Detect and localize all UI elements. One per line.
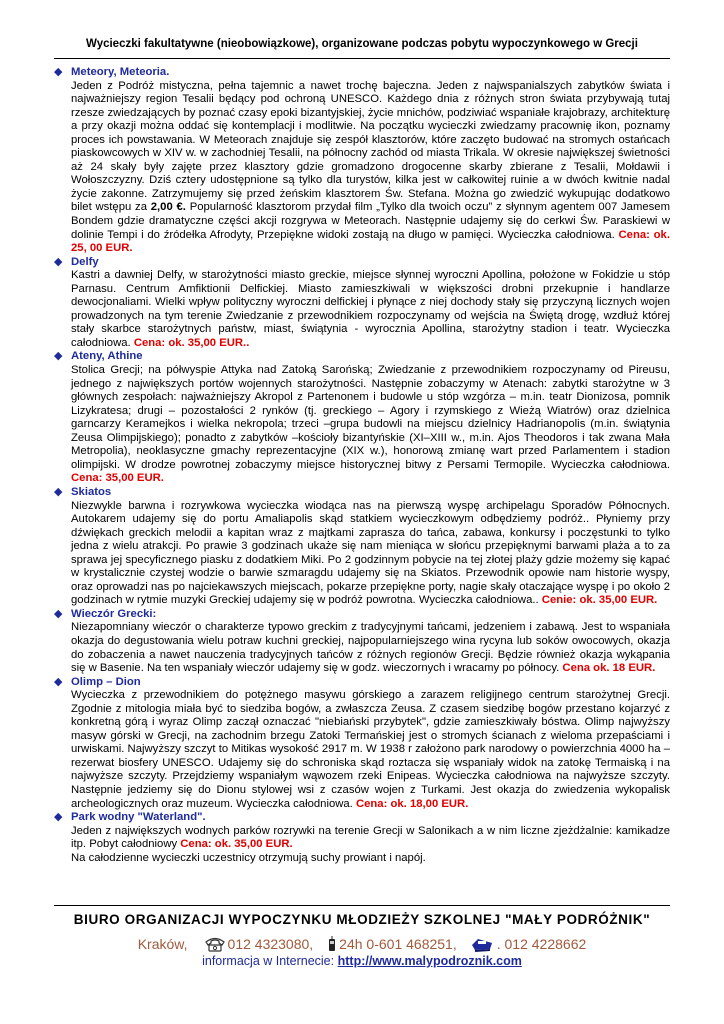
trip-description: Wycieczka z przewodnikiem do potężnego masywu górskiego a zarazem religijnego centrum starożytnej Grecji. Zgodnie z mitologia miała być to siedziba bogów, a zwłaszcza Zeusa. Z czasem siedzibę bogów przestano kojarzyć z konkretną górą i wyraz Olimp zaczął oznaczać "niebiański przybytek", gdzie zamieszkiwały bóstwa. Olimp najwyższy masyw górski w Grecji, na zachodnim brzegu Zatoki Termańskiej jest o stromych ścianach z wieloma przepaściami i urwiskami. Najwyższy szczyt to Mitikas wysokość 2917 m. W 1938 r założono park narodowy o powierzchnia 4000 ha – rezerwat biosfery UNESCO. Udajemy się do schroniska skąd roztacza się wspaniały widok na zatokę Termaiską i na najwyższe szczyty. Przejdziemy wspaniałym wąwozem rzeki Enipeas. Wycieczka całodniowa na najwyższe szczyty. Następnie jedziemy się do Dionu stylowej wsi z czasów wojen z Turkami. Jest okazja do zwiedzenia wykopalisk archeologicznych oraz muzeum. Wycieczka całodniowa. Cena: ok. 18,00 EUR. <box>71 689 670 810</box>
trip-entry <box>54 608 670 676</box>
trip-price: Cena: ok. 35,00 EUR.. <box>133 336 250 349</box>
website-link[interactable]: http://www.malypodroznik.com <box>337 954 522 968</box>
mobile-number: 24h 0-601 468251, <box>339 936 457 952</box>
trip-entry <box>54 811 670 865</box>
internet-label: informacja w Internecie: <box>202 954 335 968</box>
trip-price: Cena: 35,00 EUR. <box>71 472 164 485</box>
trip-description: Kastri a dawniej Delfy, w starożytności miasto greckie, miejsce słynnej wyroczni Apollina, położone w Fokidzie u stóp Parnasu. Centrum Amfiktionii Delfickiej. Miasto zamieszkiwali w większości drobni przekupnie i handlarze dewocjonaliami. Wielki wpływ polityczny wyroczni delfickiej i płynące z niej dochody stały się przyczyną licznych wojen prowadzonych na tym terenie Zwiedzanie z przewodnikiem rozpoczynamy od wejścia na Świętą drogę, wzdłuż której stały skarbce starożytnych państw, miast, świątynia - wyrocznia Apollina, starożytny stadion i teatr. Wycieczka całodniowa. Cena: ok. 35,00 EUR.. <box>71 269 670 349</box>
trip-description: Stolica Grecji; na półwyspie Attyka nad Zatoką Sarońską; Zwiedzanie z przewodnikiem rozpoczynamy od Pireusu, jednego z największych portów wojennych starożytności. Następnie zobaczymy w Atenach: zabytki starożytne w 3 głównych zespołach: najważniejszy Akropol z Partenonem i budowle u stóp wzgórza – m.in. teatr Dionizosa, pomnik Lizykratesa; drugi – pozostałości 2 rynków (tj. greckiego – Agory i rzymskiego z Wieżą Wiatrów) oraz dzielnica garncarzy Keramejkos i wielka nekropola; trzeci –grupa budowli na miejscu dzielnicy Hadrianopolis (m.in. świątynia Zeusa Olimpijskiego); ponadto z zabytków –kościoły bizantyńskie (XI–XIII w., m.in. Ajos Theodoros i tak zwana Mała Metropolia), neoklasyczne gmachy reprezentacyjne (XIX w.), honorową zmianę wart przed Parlamentem i stadion olimpijski. W drodze powrotnej zobaczymy miejsce historycznej bitwy z Persami Termopile. Wycieczka całodniowa. Cena: 35,00 EUR. <box>71 364 670 485</box>
page-header-title: Wycieczki fakultatywne (nieobowiązkowe), organizowane podczas pobytu wypoczynkowego w Grecji <box>86 38 638 50</box>
trip-title: ◆ Meteory, Meteoria. <box>54 66 170 78</box>
diamond-bullet-icon: ◆ <box>54 255 63 268</box>
diamond-bullet-icon: ◆ <box>54 675 63 688</box>
trip-title: ◆ Ateny, Athine <box>54 350 143 363</box>
telephone-icon <box>204 936 226 952</box>
trip-description: Jeden z Podróż mistyczna, pełna tajemnic a nawet trochę bajeczna. Jeden z najwspanialszych zabytków świata i najważniejszy region Tesalii będący pod ochroną UNESCO. Każdego dnia z różnych stron świata przybywają tutaj rzesze zwiedzających by poznać czasy epoki bizantyjskiej, życie mnichów, podziwiać wspaniałe krajobrazy, architekturę a przy okazji można oddać się kontemplacji i modlitwie. Na początku wycieczki zwiedzamy pracownię ikon, poznamy proces ich powstawania. W Meteorach znajduje się zespół klasztorów, które zaczęto budować na stromych ostańcach piaskowcowych w XIV w. w zachodniej Tesalii, na północny zachód od miasta Trikala. W okresie największej świetności aż 24 skały były zajęte przez klasztory gdzie gromadzono drogocenne skarby zbierane z Tesalii, Mołdawii i Wołoszczyzny. Dziś cztery udostępnione są tylko dla turystów, kilka jest w całkowitej ruinie a w dwóch kwitnie nadal życie zakonne. Zatrzymujemy się przed żeńskim klasztorem Św. Stefana. Można go zwiedzić wykupując dodatkowo bilet wstępu za 2,00 €. Popularność klasztorom przydał film „Tylko dla twoich oczu” z słynnym agentem 007 Jamesem Bondem gdzie dramatyczne części akcji rozgrywa w Meteorach. Następnie udajemy się do cerkwi Św. Paraskiewi w dolinie Tempi i do źródełka Afrodyty, Przepiękne widoki zostają na długo w pamięci. Wycieczka całodniowa. Cena: ok. 25, 00 EUR. <box>71 79 670 255</box>
diamond-bullet-icon: ◆ <box>54 66 63 78</box>
trip-price: Cena: ok. 18,00 EUR. <box>355 797 469 810</box>
trip-title: ◆ Park wodny "Waterland". <box>54 811 206 824</box>
diamond-bullet-icon: ◆ <box>54 485 63 498</box>
trip-entry <box>54 66 670 256</box>
contact-line <box>54 935 670 953</box>
trip-price: Cena: ok. 25, 00 EUR. <box>71 228 670 255</box>
diamond-bullet-icon: ◆ <box>54 350 63 363</box>
diamond-bullet-icon: ◆ <box>54 811 63 824</box>
trip-title: ◆ Olimp – Dion <box>54 675 141 688</box>
trip-description: Niezwykle barwna i rozrywkowa wycieczka wiodąca nas na pierwszą wyspę archipelagu Sporadów Północnych. Autokarem udajemy się do portu Amaliapolis skąd statkiem wycieczkowym odbędziemy podróż.. Płyniemy przy dźwiękach greckich melodii a kapitan wraz z majtkami zaprasza do tańca, zabawa, konkursy i poczęstunki to tylko jedna z wielu atrakcji. Po prawie 3 godzinach ukaże się nam mieniąca w słońcu przepięknymi barwami plaża a to za sprawa jej specyficznego piasku z dodatkiem Miki. Po 2 godzinnym pobycie na tej złotej plaży gdzie możemy się kąpać w krystalicznie czystej wodzie o barwie szmaragdu udajemy się na Skiatos. Przewodnik opowie nam historie wyspy, oraz oprowadzi nas po najciekawszych miejscach, pokarze przepiękne porty, nagie skały otaczające wyspę i po około 2 godzinach w rytmie muzyki Greckiej udajemy się w podróż powrotna. Wycieczka całodniowa.. Cenie: ok. 35,00 EUR. <box>71 499 670 607</box>
trip-title: ◆ Skiatos <box>54 485 112 498</box>
trip-title: ◆ Delfy <box>54 255 99 268</box>
internet-info <box>54 954 670 968</box>
phone-number: 012 4323080, <box>227 936 314 952</box>
trip-price: Cenie: ok. 35,00 EUR. <box>541 594 658 607</box>
trip-entry <box>54 350 670 485</box>
trips-list <box>54 66 670 865</box>
trip-description: Niezapomniany wieczór o charakterze typowo greckim z tradycyjnymi tańcami, jedzeniem i zabawą. Jest to wspaniała okazja do degustowania wielu potraw kuchni greckiej, najpopularniejszego wina rycyna lub soków owocowych, okazja do zobaczenia a nawet nauczenia tradycyjnych tańców z różnych regionów Grecji. Będzie również okazja wykąpania się w Basenie. Na ten wspaniały wieczór udajemy się w godz. wieczornych i wracamy po północy. Cena ok. 18 EUR. <box>71 621 670 675</box>
mobile-phone-icon <box>327 936 337 952</box>
trip-entry <box>54 486 670 608</box>
trip-title: ◆ Wieczór Grecki: <box>54 607 157 620</box>
trip-entry <box>54 676 670 811</box>
fax-icon <box>469 935 495 953</box>
trip-price: Cena: ok. 35,00 EUR. <box>180 838 293 851</box>
diamond-bullet-icon: ◆ <box>54 607 63 620</box>
trip-entry <box>54 256 670 351</box>
footer-divider <box>54 905 670 906</box>
catering-note: Na całodzienne wycieczki uczestnicy otrzymują suchy prowiant i napój. <box>71 851 426 864</box>
ticket-price: 2,00 €. <box>150 201 186 214</box>
trip-price: Cena ok. 18 EUR. <box>562 662 656 675</box>
trip-description: Jeden z największych wodnych parków rozrywki na terenie Grecji w Salonikach a w nim liczne zjeżdżalnie: kamikadze itp. Pobyt całodniowy Cena: ok. 35,00 EUR. <box>71 824 670 851</box>
city: Kraków, <box>137 936 188 952</box>
agency-name: BIURO ORGANIZACJI WYPOCZYNKU MŁODZIEŻY SZKOLNEJ "MAŁY PODRÓŻNIK" <box>73 912 651 927</box>
header-divider <box>54 58 670 59</box>
fax-number: . 012 4228662 <box>496 936 587 952</box>
